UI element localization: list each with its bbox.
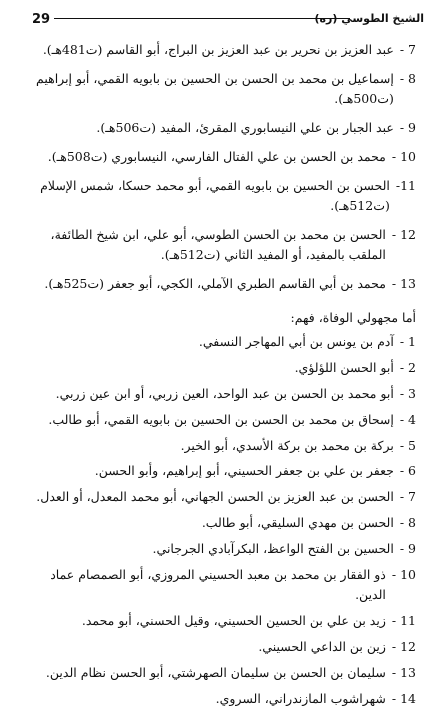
item-number: 10 - — [391, 149, 416, 164]
page-number: 29 — [32, 12, 51, 27]
item-text: سليمان بن الحسن بن سليمان الصهرشتي، أبو الحسن نظام الدين. — [45, 664, 386, 680]
item-number: 11 - — [391, 612, 416, 628]
item-text: بركة بن محمد بن بركة الأسدي، أبو الخير. — [180, 437, 394, 453]
item-number: 10 - — [391, 567, 416, 583]
item-text: محمد بن أبي القاسم الطبري الآملي، الكجي، أبو جعفر (ت525هـ). — [44, 276, 386, 291]
list-item — [22, 384, 416, 404]
item-text: زين بن الداعي الحسيني. — [258, 638, 386, 654]
undated-students-list — [22, 332, 416, 709]
item-number: 13 - — [391, 276, 416, 291]
list-item — [22, 436, 416, 456]
list-item — [22, 358, 416, 378]
item-text: عبد العزيز بن نحرير بن عبد العزيز بن البراج، أبو القاسم (ت481هـ). — [42, 42, 394, 57]
item-number: 14 - — [391, 690, 416, 706]
list-item — [22, 461, 416, 481]
dated-students-list — [22, 40, 416, 294]
item-number: 9 - — [399, 120, 416, 135]
item-number: 9 - — [399, 541, 416, 557]
item-number: 3 - — [399, 385, 416, 401]
item-number: 5 - — [399, 437, 416, 453]
page-header — [26, 10, 426, 32]
item-number: 6 - — [399, 463, 416, 479]
running-title: الشيخ الطوسي (ره) — [314, 12, 424, 25]
item-text: عبد الجبار بن علي النيسابوري المقرئ، المفيد (ت506هـ). — [96, 120, 394, 135]
item-number: 8 - — [399, 515, 416, 531]
item-number: 12 - — [391, 638, 416, 654]
list-item — [22, 663, 416, 683]
item-number: 11- — [395, 178, 416, 193]
list-item — [22, 332, 416, 352]
item-number: 13 - — [391, 664, 416, 680]
list-item — [22, 225, 416, 265]
list-item — [22, 118, 416, 138]
item-text: الحسن بن مهدي السليقي، أبو طالب. — [201, 515, 394, 531]
item-text: آدم بن يونس بن أبي المهاجر النسفي. — [198, 334, 394, 349]
item-text: أبو محمد بن الحسن بن عبد الواحد، العين زربي، أو ابن عين زربي. — [55, 385, 394, 401]
list-item — [22, 565, 416, 605]
item-text: أبو الحسن اللؤلؤي. — [294, 359, 394, 375]
item-number: 7 - — [399, 42, 416, 57]
list-item — [22, 487, 416, 507]
section-intro: أما مجهولي الوفاة، فهم: — [290, 310, 416, 325]
item-text: الحسن بن عبد العزيز بن الحسن الجهاني، أبو محمد المعدل، أو العدل. — [36, 489, 394, 505]
list-item — [22, 69, 416, 109]
page-body — [22, 40, 416, 714]
item-text: محمد بن الحسن بن علي الفتال الفارسي، النيسابوري (ت508هـ). — [47, 149, 386, 164]
list-item — [22, 513, 416, 533]
item-text: الحسن بن محمد بن الحسن الطوسي، أبو علي، ابن شيخ الطائفة، الملقب بالمفيد، أو المفيد الثاني (ت512هـ). — [50, 227, 386, 262]
item-text: الحسين بن الفتح الواعظ، البكرآبادي الجرجاني. — [152, 541, 394, 557]
item-number: 8 - — [399, 71, 416, 86]
list-item — [22, 147, 416, 167]
item-text: الحسن بن الحسين بن بابويه القمي، أبو محمد حسكا، شمس الإسلام (ت512هـ). — [40, 178, 390, 213]
item-number: 7 - — [399, 489, 416, 505]
item-text: إسماعيل بن محمد بن الحسن بن الحسين بن بابويه القمي، أبو إبراهيم (ت500هـ). — [36, 71, 394, 106]
list-item — [22, 689, 416, 709]
item-number: 1 - — [399, 334, 416, 349]
item-text: زيد بن علي بن الحسين الحسيني، وقيل الحسني، أبو محمد. — [81, 612, 386, 628]
list-item — [22, 611, 416, 631]
item-number: 12 - — [391, 227, 416, 242]
list-item — [22, 176, 416, 216]
item-text: ذو الفقار بن محمد بن معبد الحسيني المروزي، أبو الصمصام عماد الدين. — [50, 567, 386, 603]
list-item — [22, 40, 416, 60]
item-text: شهراشوب المازندراني، السروي. — [215, 690, 386, 706]
item-number: 4 - — [399, 411, 416, 427]
item-text: إسحاق بن محمد بن الحسن بن الحسين بن بابويه القمي، أبو طالب. — [48, 411, 394, 427]
list-item — [22, 274, 416, 294]
header-rule — [54, 18, 350, 19]
item-number: 2 - — [399, 359, 416, 375]
item-text: جعفر بن علي بن جعفر الحسيني، أبو إبراهيم، وأبو الحسن. — [94, 463, 394, 479]
list-item — [22, 539, 416, 559]
list-item — [22, 410, 416, 430]
